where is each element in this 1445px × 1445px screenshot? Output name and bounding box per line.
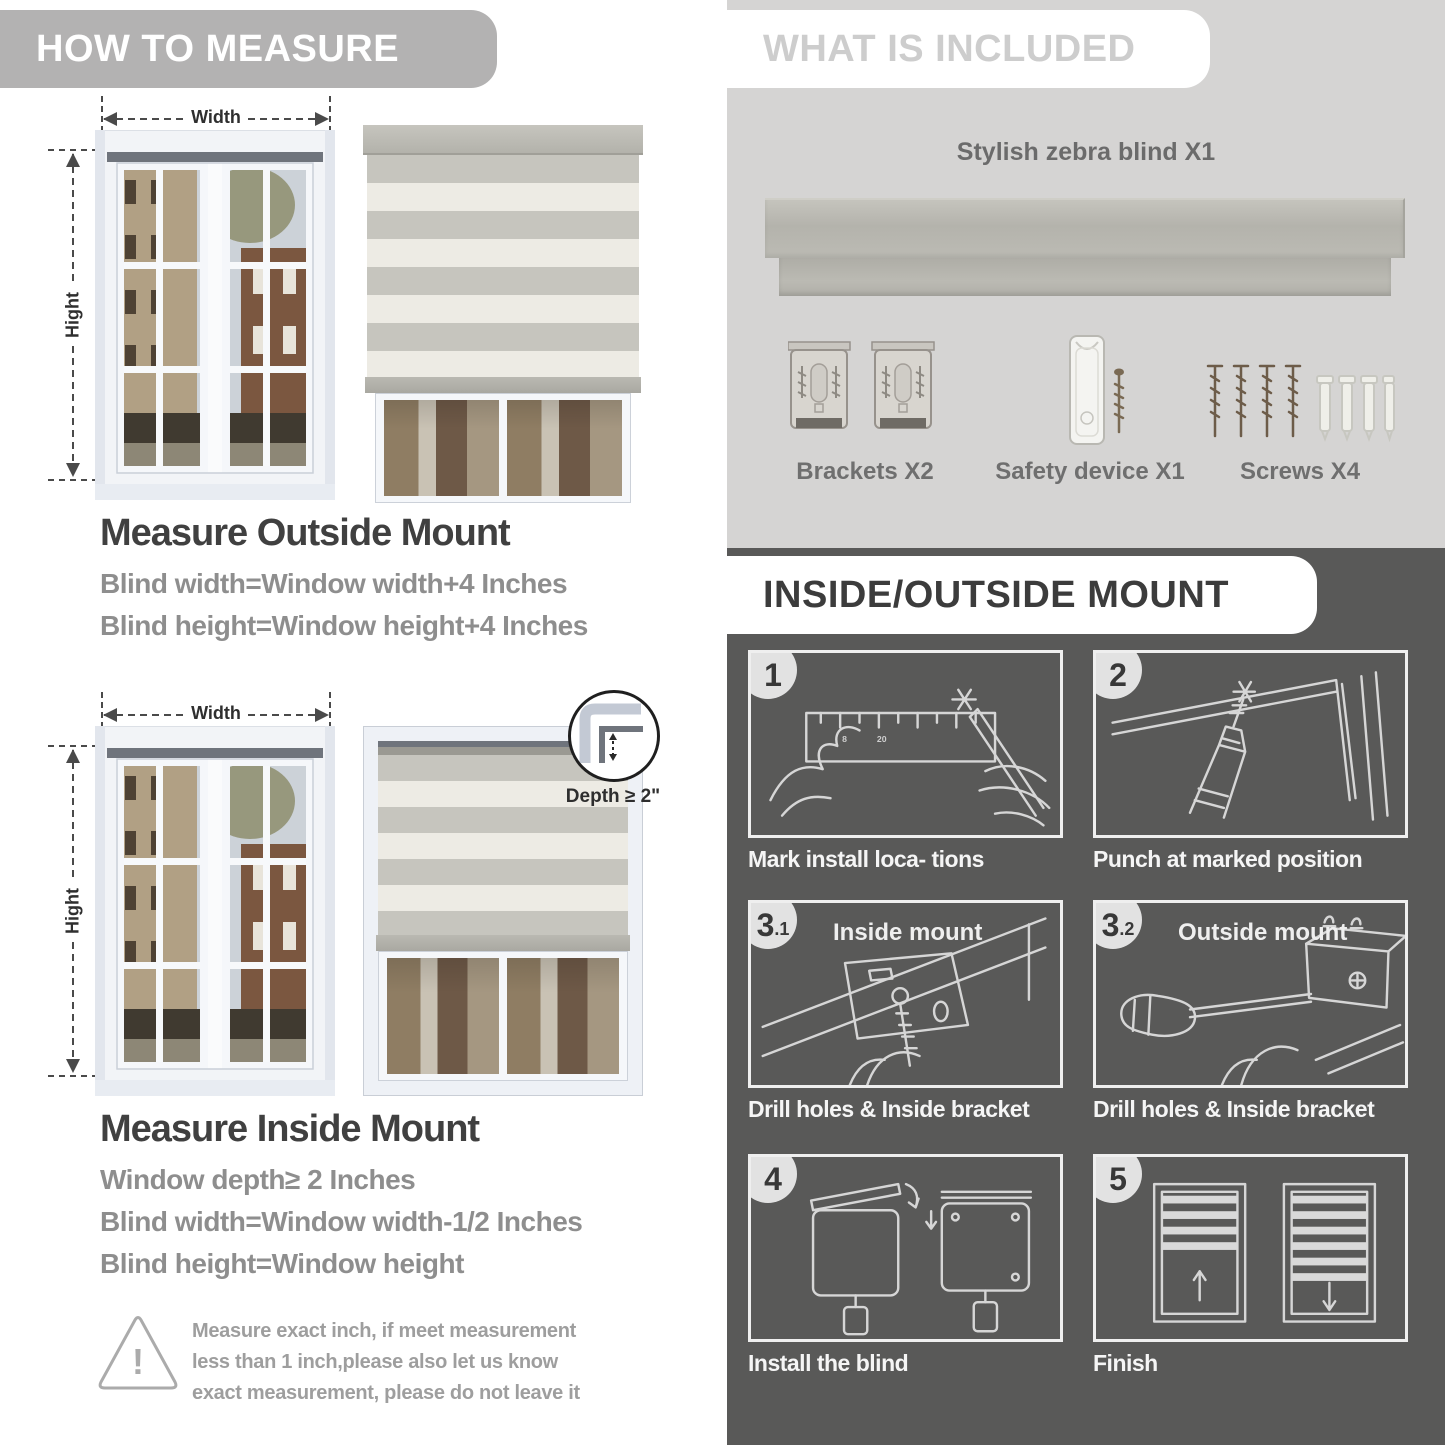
step-badge: 3 .1 [748,900,797,949]
blind-cassette [363,125,643,155]
window-pane [387,958,499,1074]
window-illustration-inside [95,726,335,1101]
height-arrow-outside [60,150,86,480]
mount-section-title: INSIDE/OUTSIDE MOUNT [763,573,1230,616]
step-badge: 5 [1093,1154,1142,1203]
width-arrow-inside [100,702,332,728]
inside-mount-line1: Window depth≥ 2 Inches [100,1164,416,1195]
step-panel-3-2 [1093,900,1408,1088]
height-arrow-inside [60,746,86,1076]
window-pane [384,400,499,496]
mount-section-header [727,556,1317,634]
window-pane [507,958,619,1074]
svg-text:20: 20 [876,734,887,745]
width-label: Width [185,107,247,128]
width-label: Width [185,703,247,724]
inside-mount-heading: Measure Inside Mount [100,1108,480,1150]
step-caption-1: Mark install loca- tions [748,846,984,872]
step-panel-4 [748,1154,1063,1342]
inside-mount-line2: Blind width=Window width-1/2 Inches [100,1206,583,1237]
blind-bottom-rail [365,377,641,393]
outside-mount-heading: Measure Outside Mount [100,512,510,554]
step-badge: 1 [748,650,797,699]
what-is-included-title: WHAT IS INCLUDED [763,27,1136,70]
zebra-blind-illustration-inside [363,726,643,1096]
height-label: Hight [63,286,84,344]
outside-mount-line1: Blind width=Window width+4 Inches [100,568,568,599]
safety-device-icon [1052,334,1132,457]
step-panel-1 [748,650,1063,838]
step-panel-2 [1093,650,1408,838]
step-caption-2: Punch at marked position [1093,846,1363,872]
what-is-included-header [727,10,1210,88]
width-arrow-outside [100,106,332,132]
step-caption-5: Finish [1093,1350,1158,1376]
safety-device-label: Safety device X1 [995,458,1185,485]
height-label: Hight [63,882,84,940]
step-panel-5 [1093,1154,1408,1342]
step-panel-3-1 [748,900,1063,1088]
step-caption-3-1: Drill holes & Inside bracket [748,1096,1030,1122]
blind-title: Stylish zebra blind X1 [956,138,1216,166]
svg-text:8: 8 [842,734,847,745]
blind-bottom-rail [376,935,630,951]
depth-label: Depth ≥ 2" [565,786,661,807]
brackets-icon [788,338,938,448]
warning-triangle-icon [95,1312,181,1394]
step-title: Outside mount [1178,919,1348,946]
step-badge: 2 [1093,650,1142,699]
window-under-blind [378,951,628,1081]
step-caption-4: Install the blind [748,1350,909,1376]
blind-headrail-image [765,198,1405,258]
window-under-blind [375,393,631,503]
brackets-label: Brackets X2 [796,458,934,485]
step-badge: 3 .2 [1093,900,1142,949]
zebra-blind-illustration-outside [363,125,643,503]
step-caption-3-2: Drill holes & Inside bracket [1093,1096,1375,1122]
depth-magnifier-icon [568,690,660,782]
warning-text: Measure exact inch, if meet measurement less than 1 inch,please also let us know exact measurement, please do not leave it [192,1320,580,1404]
screws-icon [1205,358,1395,463]
window-illustration-outside [95,130,335,505]
blind-stripes [378,755,628,935]
blind-roll-image [779,258,1391,296]
inside-mount-line3: Blind height=Window height [100,1248,464,1279]
window-pane [507,400,622,496]
how-to-measure-title: HOW TO MEASURE [36,27,400,70]
outside-mount-line2: Blind height=Window height+4 Inches [100,610,588,641]
screws-label: Screws X4 [1239,458,1361,485]
how-to-measure-header [0,10,497,88]
step-badge: 4 [748,1154,797,1203]
step-title: Inside mount [833,919,983,946]
svg-text:!: ! [132,1341,144,1382]
blind-stripes [367,155,639,377]
